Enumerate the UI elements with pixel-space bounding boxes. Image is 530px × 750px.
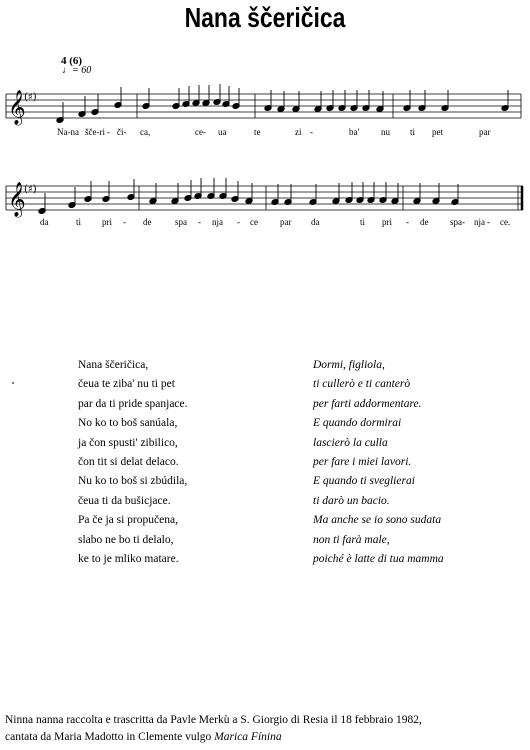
poem-slovene-line: ke to je mliko matare. — [78, 553, 179, 566]
poem-italian-line: ti darò un bacio. — [313, 494, 390, 507]
lyric-syllable: ti — [360, 217, 366, 227]
lyric-syllable: ti — [76, 217, 82, 227]
key-signature-1: (♯) — [24, 92, 37, 103]
poem-slovene-line: par da ti pride spanjace. — [78, 397, 188, 410]
lyric-syllable: - — [406, 217, 409, 227]
footer-note — [5, 712, 422, 746]
poem-slovene — [78, 356, 188, 569]
poem-italian-line: E quando dormirai — [313, 417, 402, 430]
lyric-syllable: da — [311, 217, 320, 227]
poem-slovene-line: No ko to boš sanúala, — [78, 417, 178, 430]
lyric-syllable: nja — [474, 217, 485, 227]
lyric-syllable: - — [237, 217, 240, 227]
poem-slovene-line: Pa če ja si propučena, — [78, 514, 178, 527]
poem-slovene-line: ja čon spusti' zibilico, — [78, 436, 178, 449]
lyric-syllable: ti — [410, 127, 416, 137]
tempo-number: 4 (6) — [61, 55, 83, 67]
lyric-syllable: pet — [432, 127, 443, 137]
page-title: Nana ščeričica — [184, 2, 346, 33]
poem-italian-line: lascierò la culla — [313, 436, 388, 449]
treble-clef-2: 𝄞 — [8, 182, 26, 217]
music-score — [0, 0, 530, 270]
poem-italian-line: Dormi, figliola, — [313, 359, 385, 371]
poem-italian-line: per fare i miei lavori. — [313, 456, 412, 469]
lyric-syllable: ca, — [140, 127, 151, 137]
poem-italian-line: non ti farà male, — [313, 533, 390, 546]
poem-slovene-line: slabo ne bo ti delalo, — [78, 533, 174, 546]
speck — [12, 382, 14, 384]
lyric-syllable: da — [40, 217, 49, 227]
poem-italian-line: per farti addormentare. — [313, 397, 422, 410]
lyric-syllable: šče-ri — [85, 127, 105, 137]
lyric-syllable: par — [280, 217, 292, 227]
lyric-syllable: - — [107, 127, 110, 137]
lyric-syllable: spa — [450, 217, 462, 227]
poem-italian-line: ti cullerò e ti canterò — [313, 378, 411, 391]
notes — [38, 84, 509, 214]
lyric-syllable: de — [420, 217, 429, 227]
poem-slovene-line: čon tit si delat delaco. — [78, 456, 179, 469]
lyric-syllable: nja — [212, 217, 223, 227]
poem-slovene-line: Nana ščeričica, — [78, 359, 149, 371]
lyric-syllable: pri — [102, 217, 112, 227]
lyric-syllable: - — [123, 217, 126, 227]
key-signature-2: (♯) — [24, 184, 37, 195]
lyric-syllable: či- — [117, 127, 127, 137]
tempo-marking: ♩= 60 — [62, 65, 92, 76]
lyric-syllable: ce- — [195, 127, 206, 137]
poem-slovene-line: čeua te ziba' nu ti pet — [78, 378, 175, 391]
poem-italian-line: E quando ti sveglierai — [313, 475, 415, 488]
footer-line-1: Ninna nanna raccolta e trascritta da Pavle Merkù a S. Giorgio di Resia il 18 febbraio 1982, — [5, 714, 422, 726]
lyric-syllable: zi — [295, 127, 302, 137]
lyric-syllable: par — [479, 127, 491, 137]
footer-line-2: cantata da Maria Madotto in Clemente vulgo Marica Fínina — [5, 731, 282, 743]
lyric-syllable: nu — [381, 127, 390, 137]
lyric-syllable: de — [143, 217, 152, 227]
staff-2 — [6, 186, 523, 210]
lyric-syllable: - — [310, 127, 313, 137]
lyric-syllable: Na-na — [57, 127, 79, 137]
poem-slovene-line: čeua ti da bušicjace. — [78, 494, 171, 507]
singer-nickname: Marica Fínina — [214, 731, 282, 743]
poem-italian-line: Ma anche se io sono sudata — [313, 514, 442, 527]
lyric-syllable: - — [462, 217, 465, 227]
poem-slovene-line: Nu ko to boš si zbúdila, — [78, 475, 188, 488]
lyric-syllable: spa — [175, 217, 187, 227]
poem-italian-line: poiché è latte di tua mamma — [313, 553, 444, 566]
lyric-syllable: - — [198, 217, 201, 227]
lyric-syllable: ua — [218, 127, 227, 137]
lyric-syllable: ce — [250, 217, 258, 227]
poem-italian — [313, 356, 444, 569]
lyric-syllable: - — [487, 217, 490, 227]
lyric-syllable: ba' — [349, 127, 360, 137]
lyric-syllable: te — [254, 127, 261, 137]
lyric-syllable: pri — [382, 217, 392, 227]
treble-clef-1: 𝄞 — [8, 90, 26, 125]
lyric-syllable: ce. — [500, 217, 511, 227]
